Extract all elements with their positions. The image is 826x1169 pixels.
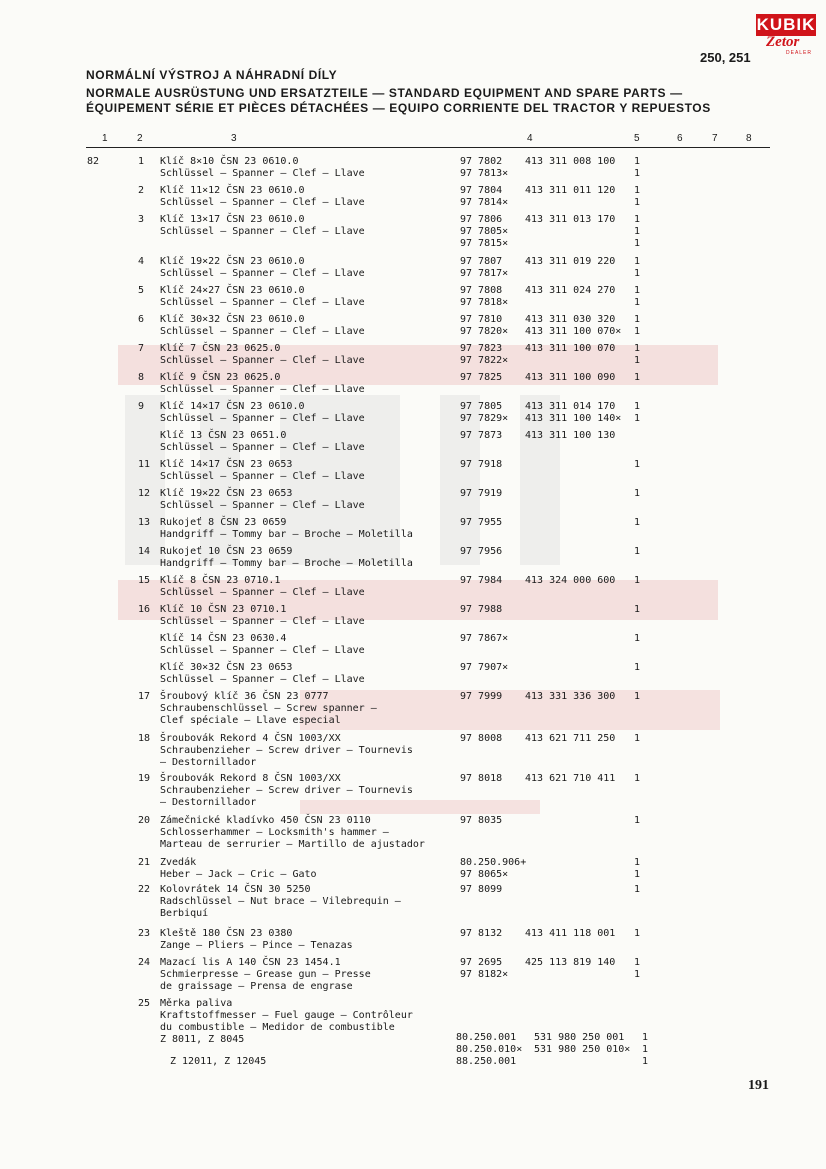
item-part-number: 97 7955 bbox=[460, 517, 503, 528]
logo-sub: Zetor bbox=[766, 34, 800, 50]
item-position-number: 24 bbox=[138, 957, 151, 968]
item-description-line: Klíč 19×22 ČSN 23 0653 bbox=[160, 488, 293, 499]
item-quantity: 1 bbox=[634, 297, 641, 308]
item-position-number: 5 bbox=[138, 285, 145, 296]
item-part-number: 97 7815× bbox=[460, 238, 509, 249]
item-quantity: 1 bbox=[634, 238, 641, 249]
item-part-number: 97 7808 bbox=[460, 285, 503, 296]
item-part-number: 80.250.906+ bbox=[460, 857, 527, 868]
item-catalog-number: 413 311 100 090 bbox=[525, 372, 616, 383]
header-rule bbox=[86, 147, 770, 148]
item-variant-label: Z 12011, Z 12045 bbox=[170, 1056, 267, 1067]
item-quantity: 1 bbox=[634, 285, 641, 296]
item-description-line: Z 8011, Z 8045 bbox=[160, 1034, 245, 1045]
item-description-line: Schlüssel — Spanner — Clef — Llave bbox=[160, 355, 365, 366]
item-part-number: 97 7807 bbox=[460, 256, 503, 267]
item-part-number: 97 7804 bbox=[460, 185, 503, 196]
model-numbers: 250, 251 bbox=[700, 50, 751, 65]
item-part-number: 97 7802 bbox=[460, 156, 503, 167]
logo-dealer: DEALER bbox=[786, 50, 813, 56]
item-quantity: 1 bbox=[634, 459, 641, 470]
item-description-line: Schlüssel — Spanner — Clef — Llave bbox=[160, 197, 365, 208]
heading-de-en: NORMALE AUSRÜSTUNG UND ERSATZTEILE — STANDARD EQUIPMENT AND SPARE PARTS — bbox=[86, 86, 683, 100]
item-part-number: 97 7822× bbox=[460, 355, 509, 366]
item-description-line: Šroubový klíč 36 ČSN 23 0777 bbox=[160, 691, 329, 702]
item-position-number: 20 bbox=[138, 815, 151, 826]
item-description-line: Clef spéciale — Llave especial bbox=[160, 715, 341, 726]
item-description-line: Klíč 8×10 ČSN 23 0610.0 bbox=[160, 156, 299, 167]
item-catalog-number: 413 311 011 120 bbox=[525, 185, 616, 196]
item-description-line: Kraftstoffmesser — Fuel gauge — Contrôleur bbox=[160, 1010, 413, 1021]
item-quantity: 1 bbox=[634, 969, 641, 980]
item-quantity: 1 bbox=[634, 633, 641, 644]
item-catalog-number: 413 311 100 070 bbox=[525, 343, 616, 354]
item-catalog-number: 413 311 014 170 bbox=[525, 401, 616, 412]
item-quantity: 1 bbox=[642, 1056, 649, 1067]
item-description-line: Schlüssel — Spanner — Clef — Llave bbox=[160, 413, 365, 424]
item-quantity: 1 bbox=[634, 156, 641, 167]
item-description-line: Schlüssel — Spanner — Clef — Llave bbox=[160, 645, 365, 656]
item-description-line: Berbiquí bbox=[160, 908, 209, 919]
item-description-line: du combustible — Medidor de combustible bbox=[160, 1022, 395, 1033]
item-part-number: 97 2695 bbox=[460, 957, 503, 968]
item-quantity: 1 bbox=[634, 226, 641, 237]
item-description-line: Klíč 24×27 ČSN 23 0610.0 bbox=[160, 285, 305, 296]
column-number-8: 8 bbox=[746, 133, 752, 144]
item-quantity: 1 bbox=[634, 214, 641, 225]
item-quantity: 1 bbox=[642, 1032, 649, 1043]
item-position-number: 15 bbox=[138, 575, 151, 586]
column-number-7: 7 bbox=[712, 133, 718, 144]
item-part-number: 97 8065× bbox=[460, 869, 509, 880]
item-description-line: Kleště 180 ČSN 23 0380 bbox=[160, 928, 293, 939]
item-quantity: 1 bbox=[634, 372, 641, 383]
item-catalog-number: 413 621 710 411 bbox=[525, 773, 616, 784]
item-part-number: 97 8035 bbox=[460, 815, 503, 826]
item-description-line: Schlüssel — Spanner — Clef — Llave bbox=[160, 587, 365, 598]
item-description-line: Schlüssel — Spanner — Clef — Llave bbox=[160, 268, 365, 279]
item-description-line: Šroubovák Rekord 4 ČSN 1003/XX bbox=[160, 733, 341, 744]
item-quantity: 1 bbox=[634, 733, 641, 744]
item-quantity: 1 bbox=[634, 355, 641, 366]
heading-fr-es: ÉQUIPEMENT SÉRIE ET PIÈCES DÉTACHÉES — EQUIPO CORRIENTE DEL TRACTOR Y REPUESTOS bbox=[86, 101, 711, 115]
item-catalog-number: 413 311 030 320 bbox=[525, 314, 616, 325]
item-part-number: 97 7818× bbox=[460, 297, 509, 308]
heading-czech: NORMÁLNÍ VÝSTROJ A NÁHRADNÍ DÍLY bbox=[86, 68, 338, 82]
item-quantity: 1 bbox=[634, 185, 641, 196]
item-part-number: 97 7918 bbox=[460, 459, 503, 470]
item-position-number: 6 bbox=[138, 314, 145, 325]
item-quantity: 1 bbox=[634, 314, 641, 325]
item-quantity: 1 bbox=[634, 546, 641, 557]
item-description-line: Marteau de serrurier — Martillo de ajustador bbox=[160, 839, 425, 850]
item-description-line: Zámečnické kladívko 450 ČSN 23 0110 bbox=[160, 815, 371, 826]
item-position-number: 3 bbox=[138, 214, 145, 225]
item-description-line: — Destornillador bbox=[160, 797, 257, 808]
item-description-line: Klíč 30×32 ČSN 23 0653 bbox=[160, 662, 293, 673]
item-description-line: Schlüssel — Spanner — Clef — Llave bbox=[160, 226, 365, 237]
item-quantity: 1 bbox=[634, 268, 641, 279]
item-catalog-number: 413 324 000 600 bbox=[525, 575, 616, 586]
item-part-number: 97 7805× bbox=[460, 226, 509, 237]
item-quantity: 1 bbox=[634, 343, 641, 354]
item-quantity: 1 bbox=[634, 957, 641, 968]
column-number-2: 2 bbox=[137, 133, 143, 144]
item-description-line: Schlüssel — Spanner — Clef — Llave bbox=[160, 384, 365, 395]
item-catalog-number: 413 311 100 140× bbox=[525, 413, 622, 424]
item-description-line: Handgriff — Tommy bar — Broche — Moletilla bbox=[160, 529, 413, 540]
column-number-1: 1 bbox=[102, 133, 108, 144]
item-position-number: 11 bbox=[138, 459, 151, 470]
item-part-number: 97 7919 bbox=[460, 488, 503, 499]
item-quantity: 1 bbox=[634, 517, 641, 528]
item-description-line: Heber — Jack — Cric — Gato bbox=[160, 869, 317, 880]
item-position-number: 9 bbox=[138, 401, 145, 412]
logo-brand: KUBIK bbox=[756, 15, 816, 34]
item-position-number: 18 bbox=[138, 733, 151, 744]
item-position-number: 2 bbox=[138, 185, 145, 196]
item-part-number: 97 7999 bbox=[460, 691, 503, 702]
item-description-line: Klíč 10 ČSN 23 0710.1 bbox=[160, 604, 287, 615]
item-description-line: Schraubenschlüssel — Screw spanner — bbox=[160, 703, 377, 714]
column-number-3: 3 bbox=[231, 133, 237, 144]
item-description-line: Schlosserhammer — Locksmith's hammer — bbox=[160, 827, 389, 838]
item-description-line: Zange — Pliers — Pince — Tenazas bbox=[160, 940, 353, 951]
item-description-line: Klíč 13 ČSN 23 0651.0 bbox=[160, 430, 287, 441]
item-description-line: Klíč 8 ČSN 23 0710.1 bbox=[160, 575, 281, 586]
kubik-zetor-dealer-logo bbox=[756, 14, 818, 62]
item-position-number: 17 bbox=[138, 691, 151, 702]
item-description-line: Měrka paliva bbox=[160, 998, 233, 1009]
item-quantity: 1 bbox=[634, 928, 641, 939]
column-number-5: 5 bbox=[634, 133, 640, 144]
item-description-line: Klíč 11×12 ČSN 23 0610.0 bbox=[160, 185, 305, 196]
item-position-number: 1 bbox=[138, 156, 145, 167]
item-position-number: 19 bbox=[138, 773, 151, 784]
item-part-number: 97 7984 bbox=[460, 575, 503, 586]
item-catalog-number: 413 311 013 170 bbox=[525, 214, 616, 225]
item-description-line: — Destornillador bbox=[160, 757, 257, 768]
item-quantity: 1 bbox=[634, 662, 641, 673]
item-description-line: Klíč 9 ČSN 23 0625.0 bbox=[160, 372, 281, 383]
item-part-number: 97 8182× bbox=[460, 969, 509, 980]
item-catalog-number: 413 331 336 300 bbox=[525, 691, 616, 702]
column-number-6: 6 bbox=[677, 133, 683, 144]
item-description-line: Handgriff — Tommy bar — Broche — Moletilla bbox=[160, 558, 413, 569]
item-part-number: 97 7813× bbox=[460, 168, 509, 179]
page-number: 191 bbox=[748, 1078, 769, 1093]
item-part-number: 88.250.001 bbox=[456, 1056, 517, 1067]
item-part-number: 97 7810 bbox=[460, 314, 503, 325]
item-description-line: Klíč 14 ČSN 23 0630.4 bbox=[160, 633, 287, 644]
item-quantity: 1 bbox=[634, 197, 641, 208]
item-description-line: Radschlüssel — Nut brace — Vilebrequin — bbox=[160, 896, 401, 907]
item-position-number: 16 bbox=[138, 604, 151, 615]
item-description-line: Schlüssel — Spanner — Clef — Llave bbox=[160, 471, 365, 482]
item-description-line: Klíč 13×17 ČSN 23 0610.0 bbox=[160, 214, 305, 225]
item-position-number: 13 bbox=[138, 517, 151, 528]
item-catalog-number: 413 411 118 001 bbox=[525, 928, 616, 939]
item-part-number: 97 7873 bbox=[460, 430, 503, 441]
item-part-number: 97 7817× bbox=[460, 268, 509, 279]
item-part-number: 80.250.001 bbox=[456, 1032, 517, 1043]
item-catalog-number: 413 311 019 220 bbox=[525, 256, 616, 267]
item-description-line: Klíč 30×32 ČSN 23 0610.0 bbox=[160, 314, 305, 325]
item-quantity: 1 bbox=[634, 401, 641, 412]
item-description-line: Schraubenzieher — Screw driver — Tournevis bbox=[160, 785, 413, 796]
item-position-number: 22 bbox=[138, 884, 151, 895]
item-position-number: 23 bbox=[138, 928, 151, 939]
item-description-line: Schlüssel — Spanner — Clef — Llave bbox=[160, 616, 365, 627]
item-position-number: 8 bbox=[138, 372, 145, 383]
item-quantity: 1 bbox=[634, 256, 641, 267]
item-part-number: 97 7867× bbox=[460, 633, 509, 644]
item-part-number: 97 7820× bbox=[460, 326, 509, 337]
item-quantity: 1 bbox=[634, 168, 641, 179]
item-catalog-number: 413 311 024 270 bbox=[525, 285, 616, 296]
item-position-number: 25 bbox=[138, 998, 151, 1009]
item-part-number: 97 7825 bbox=[460, 372, 503, 383]
item-quantity: 1 bbox=[642, 1044, 649, 1055]
item-quantity: 1 bbox=[634, 884, 641, 895]
item-quantity: 1 bbox=[634, 857, 641, 868]
item-description-line: Schlüssel — Spanner — Clef — Llave bbox=[160, 442, 365, 453]
item-position-number: 12 bbox=[138, 488, 151, 499]
item-quantity: 1 bbox=[634, 691, 641, 702]
item-catalog-number: 425 113 819 140 bbox=[525, 957, 616, 968]
item-part-number: 97 8132 bbox=[460, 928, 503, 939]
item-position-number: 14 bbox=[138, 546, 151, 557]
item-description-line: Klíč 14×17 ČSN 23 0653 bbox=[160, 459, 293, 470]
item-description-line: Schmierpresse — Grease gun — Presse bbox=[160, 969, 371, 980]
item-part-number: 80.250.010× bbox=[456, 1044, 523, 1055]
item-position-number: 21 bbox=[138, 857, 151, 868]
item-description-line: Schlüssel — Spanner — Clef — Llave bbox=[160, 674, 365, 685]
column-number-4: 4 bbox=[527, 133, 533, 144]
item-catalog-number: 413 311 008 100 bbox=[525, 156, 616, 167]
item-position-number: 4 bbox=[138, 256, 145, 267]
item-catalog-number: 413 311 100 070× bbox=[525, 326, 622, 337]
item-description-line: Kolovrátek 14 ČSN 30 5250 bbox=[160, 884, 311, 895]
item-description-line: de graissage — Prensa de engrase bbox=[160, 981, 353, 992]
item-description-line: Klíč 7 ČSN 23 0625.0 bbox=[160, 343, 281, 354]
item-description-line: Klíč 14×17 ČSN 23 0610.0 bbox=[160, 401, 305, 412]
item-description-line: Klíč 19×22 ČSN 23 0610.0 bbox=[160, 256, 305, 267]
item-quantity: 1 bbox=[634, 815, 641, 826]
item-part-number: 97 8018 bbox=[460, 773, 503, 784]
item-quantity: 1 bbox=[634, 575, 641, 586]
item-part-number: 97 8008 bbox=[460, 733, 503, 744]
item-description-line: Rukojeť 8 ČSN 23 0659 bbox=[160, 517, 287, 528]
item-quantity: 1 bbox=[634, 773, 641, 784]
item-catalog-number: 531 980 250 001 bbox=[534, 1032, 625, 1043]
item-catalog-number: 531 980 250 010× bbox=[534, 1044, 631, 1055]
group-number: 82 bbox=[87, 156, 100, 167]
item-quantity: 1 bbox=[634, 488, 641, 499]
item-part-number: 97 7988 bbox=[460, 604, 503, 615]
item-part-number: 97 7814× bbox=[460, 197, 509, 208]
item-description-line: Schlüssel — Spanner — Clef — Llave bbox=[160, 297, 365, 308]
item-description-line: Zvedák bbox=[160, 857, 197, 868]
item-part-number: 97 7956 bbox=[460, 546, 503, 557]
item-quantity: 1 bbox=[634, 326, 641, 337]
item-description-line: Schraubenzieher — Screw driver — Tournevis bbox=[160, 745, 413, 756]
item-part-number: 97 7806 bbox=[460, 214, 503, 225]
item-description-line: Mazací lis A 140 ČSN 23 1454.1 bbox=[160, 957, 341, 968]
item-position-number: 7 bbox=[138, 343, 145, 354]
item-part-number: 97 8099 bbox=[460, 884, 503, 895]
item-quantity: 1 bbox=[634, 413, 641, 424]
item-description-line: Schlüssel — Spanner — Clef — Llave bbox=[160, 326, 365, 337]
item-catalog-number: 413 621 711 250 bbox=[525, 733, 616, 744]
item-catalog-number: 413 311 100 130 bbox=[525, 430, 616, 441]
item-quantity: 1 bbox=[634, 604, 641, 615]
item-description-line: Schlüssel — Spanner — Clef — Llave bbox=[160, 500, 365, 511]
item-description-line: Rukojeť 10 ČSN 23 0659 bbox=[160, 546, 293, 557]
item-part-number: 97 7907× bbox=[460, 662, 509, 673]
item-part-number: 97 7829× bbox=[460, 413, 509, 424]
item-part-number: 97 7823 bbox=[460, 343, 503, 354]
item-quantity: 1 bbox=[634, 869, 641, 880]
item-description-line: Schlüssel — Spanner — Clef — Llave bbox=[160, 168, 365, 179]
item-description-line: Šroubovák Rekord 8 ČSN 1003/XX bbox=[160, 773, 341, 784]
item-part-number: 97 7805 bbox=[460, 401, 503, 412]
